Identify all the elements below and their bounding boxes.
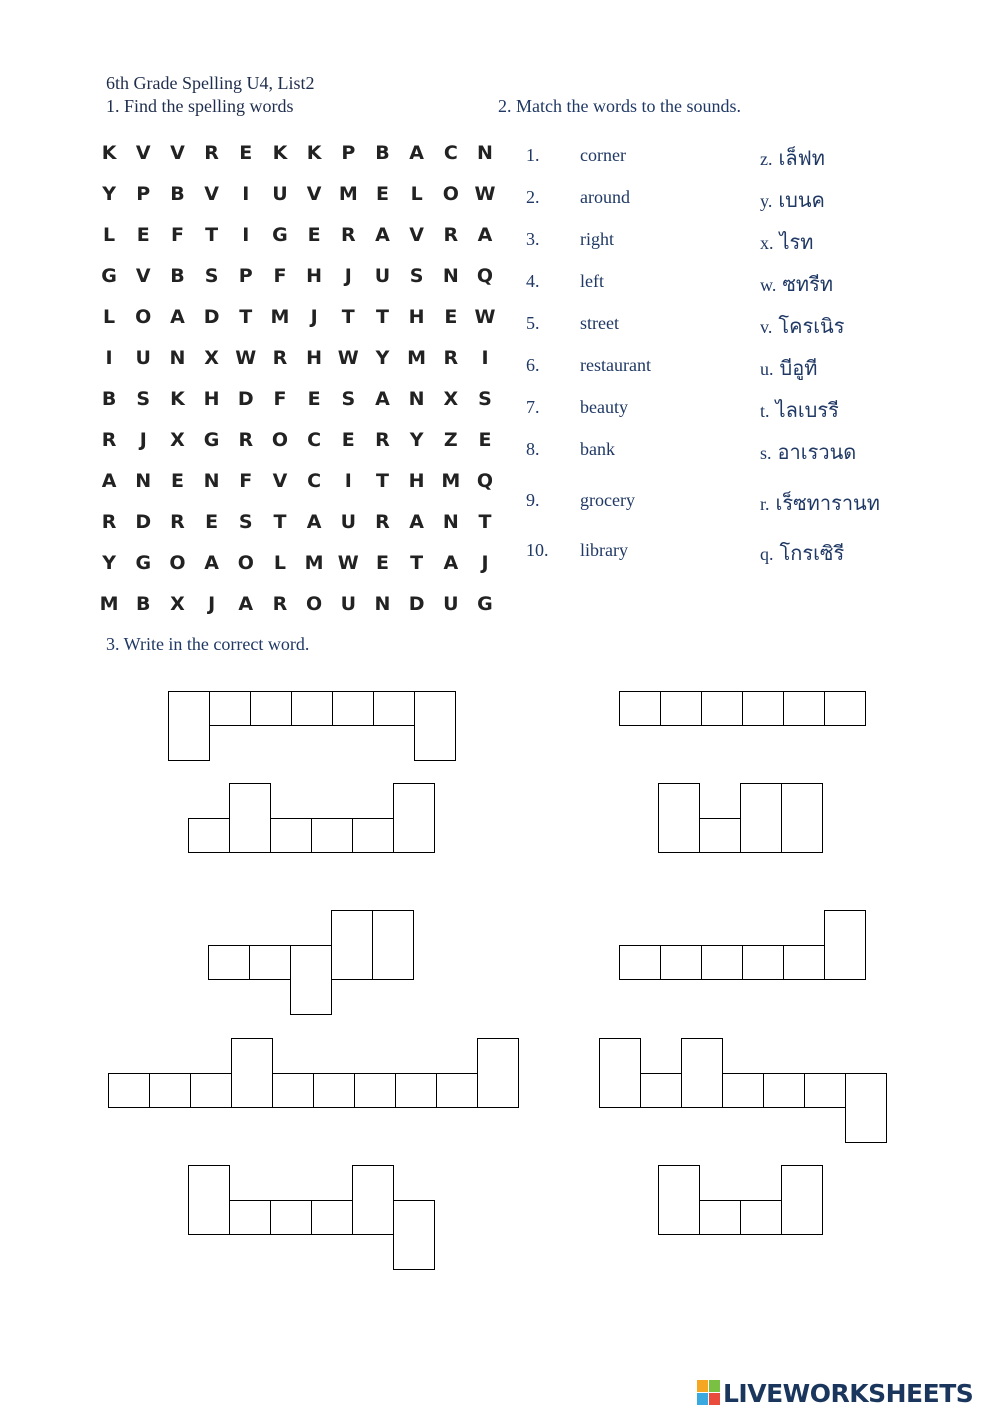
match-number: 5. [526, 313, 540, 333]
grid-letter[interactable]: A [204, 551, 219, 574]
match-sound[interactable] [760, 394, 839, 426]
match-word[interactable]: corner [580, 145, 626, 165]
grid-letter[interactable]: O [271, 428, 289, 451]
grid-letter[interactable]: I [105, 346, 113, 369]
logo-square-icon [697, 1393, 708, 1405]
grid-letter[interactable]: C [307, 469, 322, 492]
grid-letter[interactable]: V [306, 182, 322, 205]
letter-box[interactable] [477, 1038, 519, 1108]
letter-box[interactable] [229, 1200, 271, 1235]
grid-letter[interactable]: C [443, 141, 458, 164]
logo-icon [697, 1380, 721, 1406]
grid-letter[interactable]: G [272, 223, 288, 246]
grid-letter[interactable]: F [273, 387, 287, 410]
letter-box[interactable] [699, 1200, 741, 1235]
letter-box[interactable] [824, 691, 866, 726]
grid-letter[interactable]: S [136, 387, 151, 410]
match-word[interactable]: restaurant [580, 355, 651, 375]
word-search-grid[interactable] [92, 132, 502, 624]
grid-letter[interactable]: A [409, 141, 424, 164]
letter-box[interactable] [291, 691, 333, 726]
grid-letter[interactable]: Y [409, 428, 424, 451]
grid-letter[interactable]: A [375, 387, 390, 410]
letter-box[interactable] [313, 1073, 355, 1108]
grid-letter[interactable]: W [235, 346, 257, 369]
grid-letter[interactable]: F [239, 469, 253, 492]
grid-letter[interactable]: U [374, 264, 391, 287]
letter-box[interactable] [290, 945, 332, 1015]
grid-letter[interactable]: D [408, 592, 425, 615]
letter-box[interactable] [783, 691, 825, 726]
letter-box[interactable] [658, 783, 700, 853]
letter-box[interactable] [332, 691, 374, 726]
grid-row [92, 378, 502, 419]
letter-box[interactable] [763, 1073, 805, 1108]
grid-letter[interactable]: R [340, 223, 356, 246]
grid-letter[interactable]: J [310, 305, 318, 328]
grid-letter[interactable]: E [170, 469, 184, 492]
grid-letter[interactable]: N [374, 592, 391, 615]
grid-letter[interactable]: W [337, 346, 359, 369]
letter-box[interactable] [783, 945, 825, 980]
liveworksheets-logo [697, 1378, 973, 1408]
grid-letter[interactable]: M [270, 305, 290, 328]
match-number: 3. [526, 229, 540, 249]
match-word[interactable]: grocery [580, 490, 635, 510]
grid-letter[interactable]: I [242, 223, 250, 246]
grid-letter[interactable]: N [408, 387, 425, 410]
grid-letter[interactable]: L [273, 551, 286, 574]
grid-letter[interactable]: P [136, 182, 151, 205]
grid-letter[interactable]: N [169, 346, 186, 369]
letter-box[interactable] [414, 691, 456, 761]
sound-thai-text: เบนค [778, 188, 825, 212]
grid-letter[interactable]: E [307, 223, 321, 246]
match-number: 7. [526, 397, 540, 417]
match-sound[interactable] [760, 352, 817, 384]
grid-letter[interactable]: V [170, 141, 185, 164]
grid-row [92, 419, 502, 460]
grid-letter[interactable]: P [238, 264, 253, 287]
grid-letter[interactable]: M [304, 551, 324, 574]
letter-box[interactable] [209, 691, 251, 726]
match-sound[interactable] [760, 310, 844, 342]
grid-letter[interactable]: G [101, 264, 117, 287]
sound-thai-text: เร็ซทารานท [775, 491, 880, 515]
grid-letter[interactable]: R [101, 510, 117, 533]
grid-letter[interactable]: S [341, 387, 356, 410]
grid-letter[interactable]: H [408, 305, 425, 328]
match-word[interactable]: street [580, 313, 619, 333]
logo-square-icon [697, 1380, 708, 1392]
grid-letter[interactable]: U [340, 510, 356, 533]
grid-letter[interactable]: O [237, 551, 254, 574]
grid-letter[interactable]: I [344, 469, 352, 492]
grid-letter[interactable]: T [478, 510, 492, 533]
match-number: 9. [526, 490, 540, 510]
grid-row [92, 296, 502, 337]
grid-letter[interactable]: L [410, 182, 423, 205]
grid-row [92, 337, 502, 378]
grid-letter[interactable]: D [237, 387, 254, 410]
grid-letter[interactable]: X [204, 346, 219, 369]
sound-thai-text: ซทรีท [782, 272, 834, 296]
match-sound[interactable] [760, 184, 825, 216]
letter-box[interactable] [660, 691, 702, 726]
grid-letter[interactable]: N [135, 469, 152, 492]
sound-letter: s. [760, 443, 772, 463]
grid-row [92, 460, 502, 501]
letter-box[interactable] [372, 910, 414, 980]
grid-letter[interactable]: A [238, 592, 254, 615]
grid-letter[interactable]: Q [476, 469, 494, 492]
grid-letter[interactable]: G [203, 428, 220, 451]
grid-letter[interactable]: E [239, 141, 253, 164]
sound-thai-text: ไรท [779, 230, 814, 254]
sound-thai-text: อาเรวนด [777, 440, 857, 464]
letter-box[interactable] [722, 1073, 764, 1108]
sound-letter: q. [760, 544, 774, 564]
sound-letter: x. [760, 233, 774, 253]
letter-box[interactable] [824, 910, 866, 980]
grid-letter[interactable]: R [204, 141, 219, 164]
grid-letter[interactable]: V [409, 223, 424, 246]
letter-box[interactable] [188, 1165, 230, 1235]
match-sound[interactable] [760, 436, 856, 468]
grid-letter[interactable]: A [170, 305, 185, 328]
letter-box[interactable] [272, 1073, 314, 1108]
grid-letter[interactable]: R [375, 428, 390, 451]
grid-letter[interactable]: E [205, 510, 219, 533]
letter-box[interactable] [208, 945, 250, 980]
section-heading-match-sounds: 2. Match the words to the sounds. [498, 96, 741, 116]
letter-box[interactable] [740, 1200, 782, 1235]
match-sound[interactable] [760, 142, 825, 174]
grid-letter[interactable]: N [442, 264, 459, 287]
letter-box[interactable] [168, 691, 210, 761]
grid-letter[interactable]: L [103, 305, 116, 328]
grid-letter[interactable]: T [410, 551, 424, 574]
letter-box[interactable] [270, 818, 312, 853]
grid-letter[interactable]: D [203, 305, 220, 328]
letter-box[interactable] [804, 1073, 846, 1108]
sound-letter: z. [760, 149, 773, 169]
grid-letter[interactable]: E [341, 428, 355, 451]
grid-letter[interactable]: T [375, 469, 389, 492]
letter-box[interactable] [311, 1200, 353, 1235]
letter-box[interactable] [331, 910, 373, 980]
grid-letter[interactable]: R [272, 592, 288, 615]
grid-letter[interactable]: E [478, 428, 492, 451]
match-sound[interactable] [760, 226, 813, 258]
grid-letter[interactable]: E [307, 387, 321, 410]
grid-letter[interactable]: H [408, 469, 425, 492]
grid-letter[interactable]: J [139, 428, 147, 451]
grid-letter[interactable]: M [407, 346, 427, 369]
grid-letter[interactable]: E [375, 551, 389, 574]
worksheet-title: 6th Grade Spelling U4, List2 [106, 73, 315, 93]
grid-letter[interactable]: O [442, 182, 459, 205]
grid-letter[interactable]: K [170, 387, 185, 410]
letter-box[interactable] [393, 1200, 435, 1270]
letter-box[interactable] [270, 1200, 312, 1235]
grid-letter[interactable]: W [337, 551, 359, 574]
grid-letter[interactable]: R [443, 223, 459, 246]
grid-letter[interactable]: O [135, 305, 152, 328]
letter-box[interactable] [149, 1073, 191, 1108]
grid-letter[interactable]: M [99, 592, 119, 615]
grid-letter[interactable]: T [273, 510, 287, 533]
letter-box[interactable] [373, 691, 415, 726]
letter-box[interactable] [188, 818, 230, 853]
sound-thai-text: เล็ฟท [778, 146, 825, 170]
letter-box[interactable] [701, 691, 743, 726]
grid-letter[interactable]: X [170, 428, 185, 451]
grid-letter[interactable]: E [375, 182, 389, 205]
grid-letter[interactable]: M [441, 469, 461, 492]
grid-letter[interactable]: I [481, 346, 489, 369]
grid-letter[interactable]: F [273, 264, 287, 287]
grid-letter[interactable]: E [444, 305, 458, 328]
letter-box[interactable] [108, 1073, 150, 1108]
letter-box[interactable] [658, 1165, 700, 1235]
logo-square-icon [709, 1393, 720, 1405]
match-number: 10. [526, 540, 549, 560]
grid-letter[interactable]: O [169, 551, 186, 574]
letter-box[interactable] [229, 783, 271, 853]
grid-letter[interactable]: G [477, 592, 493, 615]
letter-box[interactable] [742, 691, 784, 726]
match-word[interactable]: bank [580, 439, 615, 459]
grid-letter[interactable]: A [375, 223, 390, 246]
grid-letter[interactable]: K [306, 141, 322, 164]
letter-box[interactable] [190, 1073, 232, 1108]
letter-box[interactable] [599, 1038, 641, 1108]
match-word[interactable]: beauty [580, 397, 628, 417]
grid-letter[interactable]: A [443, 551, 459, 574]
letter-box[interactable] [354, 1073, 396, 1108]
match-number: 1. [526, 145, 540, 165]
grid-letter[interactable]: R [238, 428, 254, 451]
grid-letter[interactable]: V [272, 469, 288, 492]
grid-letter[interactable]: U [443, 592, 459, 615]
grid-letter[interactable]: N [477, 141, 493, 164]
grid-row [92, 214, 502, 255]
letter-box[interactable] [619, 945, 661, 980]
grid-letter[interactable]: S [204, 264, 219, 287]
grid-letter[interactable]: T [239, 305, 253, 328]
sound-letter: v. [760, 317, 773, 337]
grid-letter[interactable]: A [409, 510, 424, 533]
grid-letter[interactable]: J [344, 264, 352, 287]
grid-letter[interactable]: X [170, 592, 185, 615]
grid-letter[interactable]: Y [102, 551, 116, 574]
grid-letter[interactable]: X [443, 387, 459, 410]
grid-letter[interactable]: T [205, 223, 219, 246]
grid-letter[interactable]: D [135, 510, 152, 533]
grid-letter[interactable]: T [341, 305, 355, 328]
sound-letter: r. [760, 494, 770, 514]
grid-letter[interactable]: G [135, 551, 152, 574]
grid-letter[interactable]: U [135, 346, 151, 369]
grid-letter[interactable]: A [101, 469, 117, 492]
grid-letter[interactable]: V [135, 264, 151, 287]
match-number: 4. [526, 271, 540, 291]
letter-box[interactable] [352, 1165, 394, 1235]
letter-box[interactable] [681, 1038, 723, 1108]
grid-letter[interactable]: R [272, 346, 288, 369]
grid-letter[interactable]: N [203, 469, 220, 492]
grid-letter[interactable]: B [170, 264, 185, 287]
match-number: 6. [526, 355, 540, 375]
letter-box[interactable] [311, 818, 353, 853]
grid-letter[interactable]: F [170, 223, 184, 246]
letter-box[interactable] [249, 945, 291, 980]
letter-box[interactable] [352, 818, 394, 853]
grid-letter[interactable]: H [306, 346, 323, 369]
grid-letter[interactable]: R [443, 346, 459, 369]
match-word[interactable]: right [580, 229, 614, 249]
grid-letter[interactable]: R [170, 510, 185, 533]
letter-box[interactable] [781, 1165, 823, 1235]
letter-box[interactable] [436, 1073, 478, 1108]
logo-text: LIVEWORKSHEETS [723, 1378, 974, 1408]
logo-square-icon [709, 1380, 720, 1392]
sound-letter: u. [760, 359, 774, 379]
sound-thai-text: บีอูที [779, 356, 818, 380]
letter-box[interactable] [619, 691, 661, 726]
grid-letter[interactable]: U [340, 592, 356, 615]
grid-letter[interactable]: B [170, 182, 185, 205]
grid-letter[interactable]: S [478, 387, 492, 410]
grid-row [92, 501, 502, 542]
grid-letter[interactable]: S [238, 510, 253, 533]
letter-box[interactable] [231, 1038, 273, 1108]
letter-box[interactable] [393, 783, 435, 853]
sound-thai-text: โกรเซิรี [779, 541, 845, 565]
letter-box[interactable] [660, 945, 702, 980]
match-word[interactable]: around [580, 187, 630, 207]
sound-letter: y. [760, 191, 773, 211]
grid-letter[interactable]: Y [102, 182, 116, 205]
grid-letter[interactable]: R [375, 510, 390, 533]
grid-letter[interactable]: C [307, 428, 322, 451]
grid-letter[interactable]: O [306, 592, 323, 615]
section-heading-find-words: 1. Find the spelling words [106, 96, 294, 116]
grid-letter[interactable]: B [101, 387, 117, 410]
grid-row [92, 583, 502, 624]
letter-box[interactable] [699, 818, 741, 853]
grid-letter[interactable]: P [341, 141, 356, 164]
grid-letter[interactable]: M [338, 182, 358, 205]
grid-letter[interactable]: A [306, 510, 322, 533]
grid-letter[interactable]: J [481, 551, 489, 574]
grid-letter[interactable]: H [203, 387, 220, 410]
grid-letter[interactable]: B [375, 141, 390, 164]
grid-letter[interactable]: W [474, 305, 496, 328]
match-number: 2. [526, 187, 540, 207]
grid-letter[interactable]: Y [375, 346, 390, 369]
section-heading-write-word: 3. Write in the correct word. [106, 634, 310, 654]
grid-letter[interactable]: L [103, 223, 116, 246]
grid-row [92, 173, 502, 214]
grid-row [92, 132, 502, 173]
grid-row [92, 255, 502, 296]
sound-letter: t. [760, 401, 770, 421]
sound-thai-text: ไลเบรรี [775, 398, 839, 422]
grid-letter[interactable]: N [442, 510, 459, 533]
grid-letter[interactable]: E [136, 223, 150, 246]
grid-letter[interactable]: T [375, 305, 389, 328]
match-sound[interactable] [760, 268, 833, 300]
letter-box[interactable] [781, 783, 823, 853]
sound-letter: w. [760, 275, 777, 295]
grid-letter[interactable]: J [208, 592, 216, 615]
grid-letter[interactable]: V [135, 141, 151, 164]
grid-letter[interactable]: B [136, 592, 151, 615]
grid-letter[interactable]: I [242, 182, 250, 205]
letter-box[interactable] [845, 1073, 887, 1143]
match-sound[interactable] [760, 487, 880, 519]
letter-box[interactable] [742, 945, 784, 980]
match-number: 8. [526, 439, 540, 459]
grid-letter[interactable]: Z [443, 428, 458, 451]
grid-letter[interactable]: H [306, 264, 323, 287]
grid-letter[interactable]: A [477, 223, 493, 246]
grid-letter[interactable]: W [474, 182, 496, 205]
grid-row [92, 542, 502, 583]
sound-thai-text: โครเนิร [778, 314, 845, 338]
grid-letter[interactable]: U [272, 182, 288, 205]
grid-letter[interactable]: K [101, 141, 117, 164]
grid-letter[interactable]: R [101, 428, 117, 451]
letter-box[interactable] [250, 691, 292, 726]
match-word[interactable]: left [580, 271, 604, 291]
letter-box[interactable] [640, 1073, 682, 1108]
grid-letter[interactable]: S [409, 264, 424, 287]
grid-letter[interactable]: Q [476, 264, 494, 287]
match-sound[interactable] [760, 537, 844, 569]
match-word[interactable]: library [580, 540, 628, 560]
letter-box[interactable] [395, 1073, 437, 1108]
grid-letter[interactable]: K [272, 141, 288, 164]
grid-letter[interactable]: V [204, 182, 219, 205]
letter-box[interactable] [740, 783, 782, 853]
letter-box[interactable] [701, 945, 743, 980]
